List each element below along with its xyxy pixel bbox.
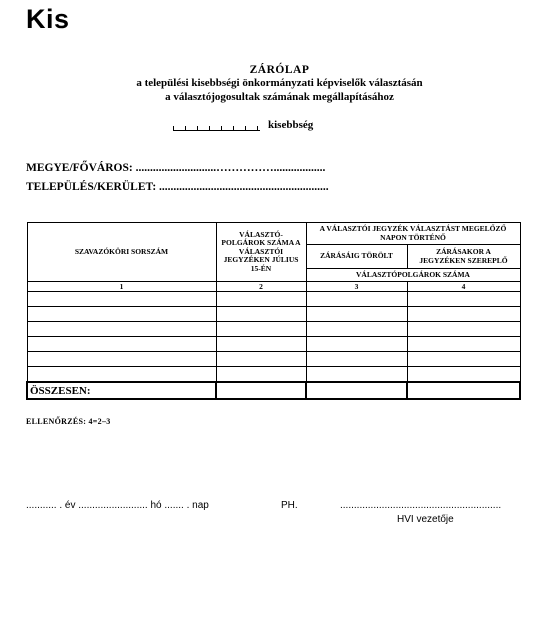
cell[interactable]	[27, 352, 216, 367]
cell[interactable]	[306, 307, 407, 322]
cell[interactable]	[407, 352, 520, 367]
total-label: ÖSSZESEN:	[27, 382, 216, 399]
signature-line: ..........................................................	[340, 500, 502, 511]
cell[interactable]	[27, 367, 216, 383]
cell[interactable]	[27, 337, 216, 352]
minority-label: kisebbség	[268, 119, 314, 131]
col-number: 2	[216, 282, 306, 292]
col-number: 3	[306, 282, 407, 292]
col-number: 1	[27, 282, 216, 292]
cell[interactable]	[27, 307, 216, 322]
cell[interactable]	[306, 337, 407, 352]
header-district-number: SZAVAZÓKÖRI SORSZÁM	[27, 223, 216, 282]
settlement-field: TELEPÜLÉS/KERÜLET: ...........................................................	[26, 181, 329, 193]
col-number: 4	[407, 282, 520, 292]
cell[interactable]	[306, 322, 407, 337]
header-voter-count: VÁLASZTÓPOLGÁROK SZÁMA	[306, 269, 520, 282]
total-cell[interactable]	[306, 382, 407, 399]
header-deleted: ZÁRÁSÁIG TÖRÖLT	[306, 245, 407, 269]
table-row	[27, 292, 520, 307]
form-title: ZÁRÓLAP	[249, 64, 310, 76]
cell[interactable]	[216, 307, 306, 322]
cell[interactable]	[407, 337, 520, 352]
table-row	[27, 352, 520, 367]
county-field: MEGYE/FŐVÁROS: ............................……………..................	[26, 162, 326, 174]
date-line: ........... . év ......................... hó ....... . nap	[26, 500, 209, 511]
stamp-label: PH.	[281, 500, 298, 511]
cell[interactable]	[216, 352, 306, 367]
header-group: A VÁLASZTÓI JEGYZÉK VÁLASZTÁST MEGELŐZŐ NAPON TÖRTÉNŐ	[306, 223, 520, 245]
header-voters-july: VÁLASZTÓ-POLGÁROK SZÁMA A VÁLASZTÓI JEGYZÉKEN JÚLIUS 15-ÉN	[216, 223, 306, 282]
cell[interactable]	[407, 367, 520, 383]
table-row	[27, 337, 520, 352]
total-cell[interactable]	[216, 382, 306, 399]
cell[interactable]	[216, 337, 306, 352]
table-row	[27, 307, 520, 322]
minority-field	[173, 119, 313, 131]
cell[interactable]	[306, 367, 407, 383]
cell[interactable]	[216, 292, 306, 307]
cell[interactable]	[27, 322, 216, 337]
total-row	[27, 382, 520, 399]
cell[interactable]	[407, 307, 520, 322]
signature-label: HVI vezetője	[397, 514, 454, 525]
cell[interactable]	[216, 367, 306, 383]
cell[interactable]	[407, 292, 520, 307]
total-cell[interactable]	[407, 382, 520, 399]
cell[interactable]	[27, 292, 216, 307]
form-subtitle-line2: a választójogosultak számának megállapításához	[165, 91, 394, 103]
table-row	[27, 367, 520, 383]
corner-label: Kis	[26, 4, 70, 34]
tally-table	[26, 222, 521, 400]
header-listed: ZÁRÁSAKOR A JEGYZÉKEN SZEREPLŐ	[407, 245, 520, 269]
form-subtitle-line1: a települési kisebbségi önkormányzati képviselők választásán	[136, 77, 423, 89]
cell[interactable]	[407, 322, 520, 337]
table-row	[27, 322, 520, 337]
minority-blank-line	[173, 123, 260, 131]
check-formula: ELLENŐRZÉS: 4=2–3	[26, 417, 111, 426]
cell[interactable]	[306, 292, 407, 307]
cell[interactable]	[216, 322, 306, 337]
cell[interactable]	[306, 352, 407, 367]
